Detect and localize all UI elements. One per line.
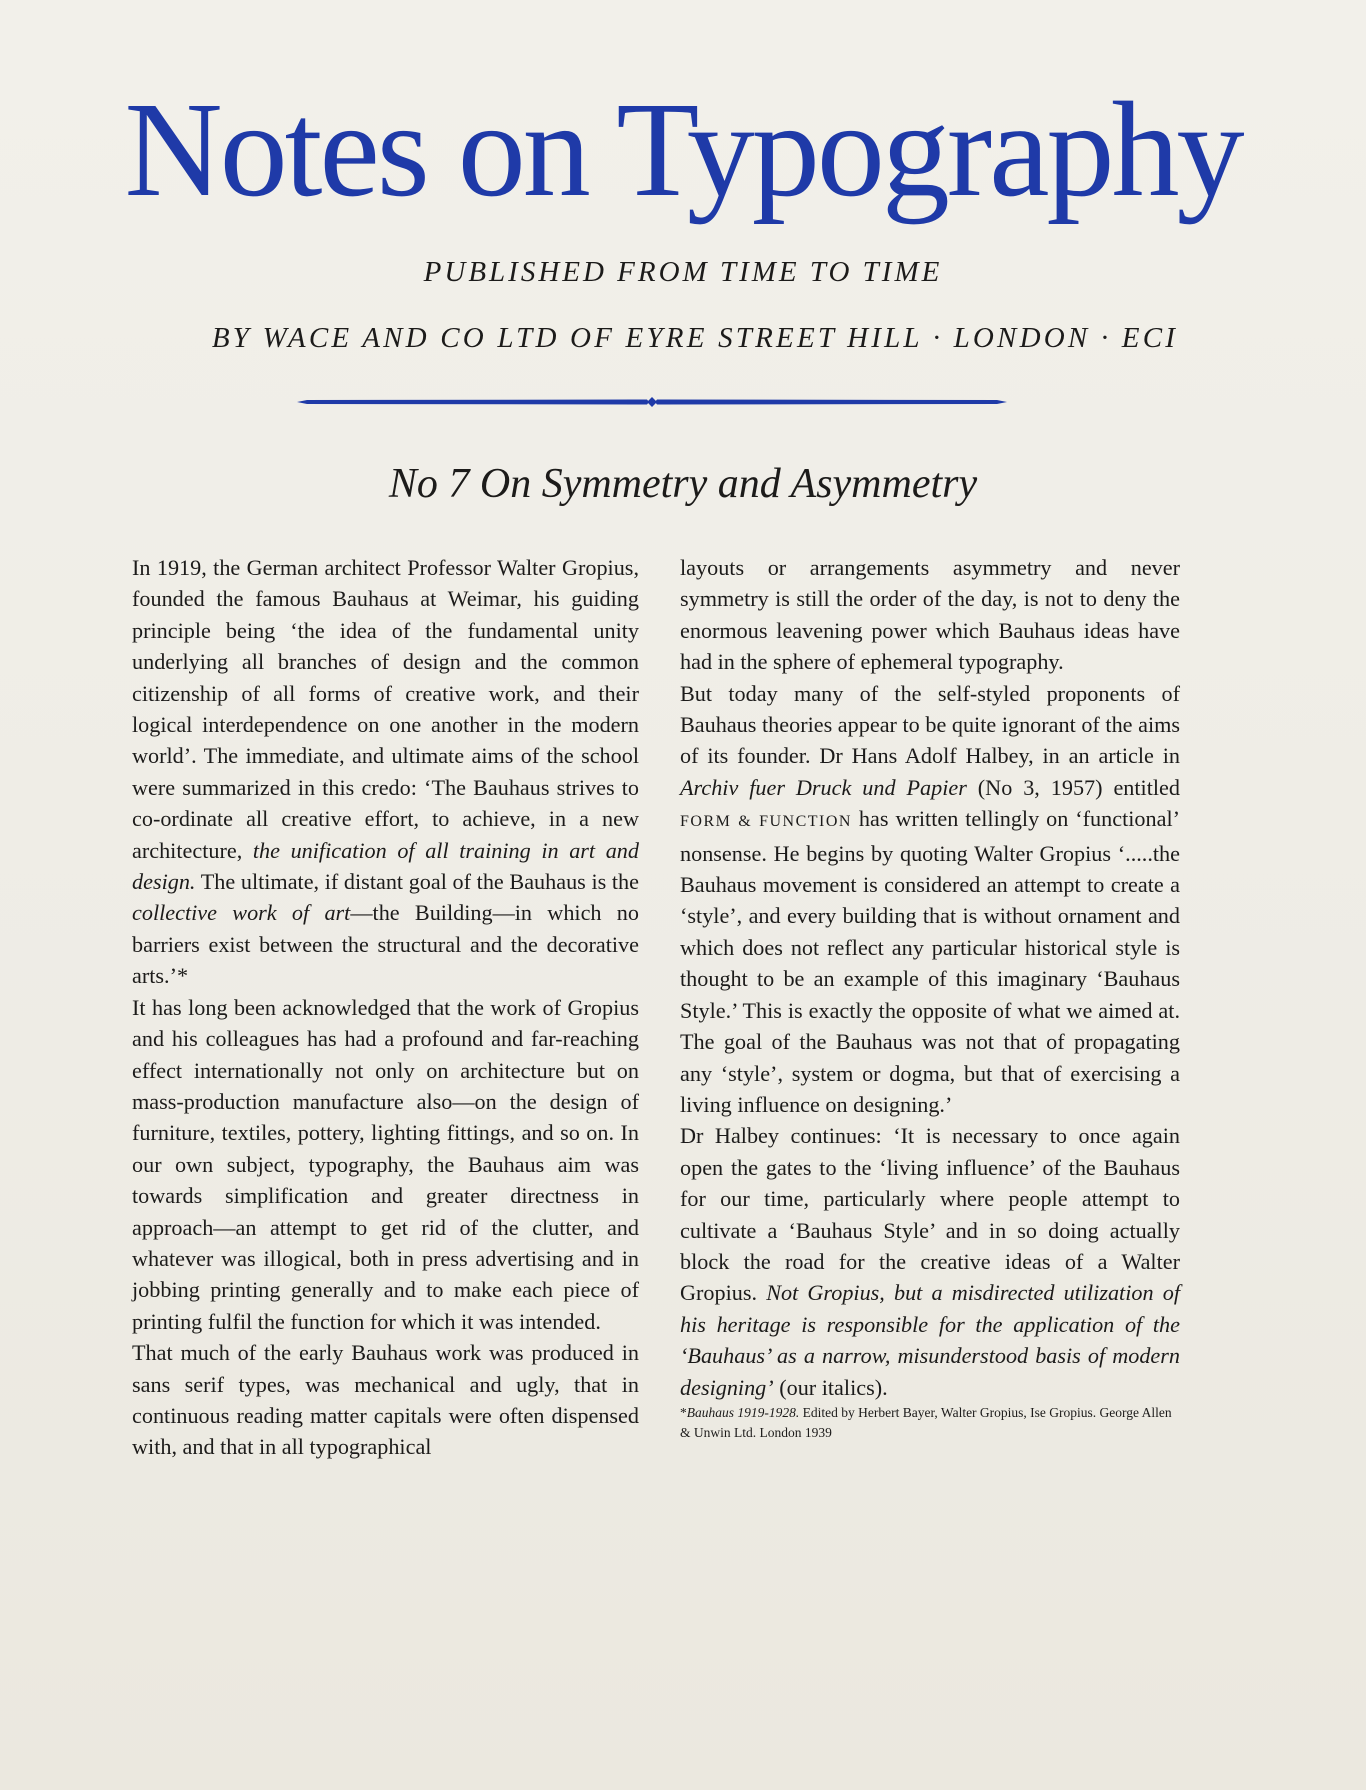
text-span: (our italics). xyxy=(773,1374,888,1400)
footnote xyxy=(680,1403,1180,1443)
right-column xyxy=(680,552,1180,1443)
text-span: The ultimate, if distant goal of the Bauhaus is the xyxy=(195,869,639,895)
italic-span: Bauhaus 1919-1928. xyxy=(686,1404,800,1420)
italic-span: the unification of all training in art and design. xyxy=(132,837,639,895)
text-span: Dr Halbey continues: ‘It is necessary to once again open the gates to the ‘living influence’ of the Bauhaus for our time, particularly where people attempt to cultivate a ‘Bauhaus Style’ and in so doing actually block the road for the creative ideas of a Walter Gropius. xyxy=(680,1123,1180,1306)
paragraph-intro xyxy=(132,552,639,992)
italic-span: Not Gropius, but a misdirected utilization of his heritage is responsible for the application of the ‘Bauhaus’ as a narrow, misunderstood basis of modern designing’ xyxy=(680,1280,1180,1400)
paragraph-halbey xyxy=(680,678,1180,1121)
footnote-marker: * xyxy=(680,1404,687,1420)
text-span: But today many of the self-styled proponents of Bauhaus theories appear to be quite ignorant of the aims of its founder. Dr Hans Adolf Halbey, in an article in xyxy=(680,680,1180,769)
italic-span: collective work of art xyxy=(132,900,351,926)
issue-heading: No 7 On Symmetry and Asymmetry xyxy=(388,461,978,507)
subtitle-published: PUBLISHED FROM TIME TO TIME xyxy=(423,256,943,288)
masthead-title: Notes on Typography xyxy=(124,75,1242,225)
paragraph-continues xyxy=(680,1120,1180,1403)
italic-span: Archiv fuer Druck und Papier xyxy=(680,774,967,800)
left-column xyxy=(132,552,639,1463)
paragraph-influence: It has long been acknowledged that the work of Gropius and his colleagues has had a profound and far-reaching effect internationally not only on architecture but on mass-production manufacture also—on the design of furniture, textiles, pottery, lighting fittings, and so on. In our own subject, typography, the Bauhaus aim was towards simplification and greater directness in approach—an attempt to get rid of the clutter, and whatever was illogical, both in press advertising and in jobbing printing generally and to make each piece of printing fulfil the function for which it was intended. xyxy=(132,994,639,1334)
subtitle-publisher: BY WACE AND CO LTD OF EYRE STREET HILL · LONDON · ECI xyxy=(211,322,1179,354)
paragraph-early-work: That much of the early Bauhaus work was produced in sans serif types, was mechanical and ugly, that in continuous reading matter capitals were often dispensed with, and that in all typographical xyxy=(132,1340,639,1460)
text-span: In 1919, the German architect Professor Walter Gropius, founded the famous Bauhaus at Weimar, his guiding principle being ‘the idea of the fundamental unity underlying all branches of design and the common citizenship of all forms of creative work, and their logical interdependence on one another in the modern world’. The immediate, and ultimate aims of the school were summarized in this credo: ‘The Bauhaus strives to co-ordinate all creative effort, to achieve, in a new architecture, xyxy=(132,555,639,863)
text-span: (No 3, 1957) entitled xyxy=(966,774,1180,800)
text-span: —the Building—in which no barriers exist between the structural and the decorative arts.’* xyxy=(132,900,639,989)
paragraph-asymmetry: layouts or arrangements asymmetry and never symmetry is still the order of the day, is not to deny the enormous leavening power which Bauhaus ideas have had in the sphere of ephemeral typography. xyxy=(680,555,1180,675)
small-caps-span: FORM & FUNCTION xyxy=(680,813,852,831)
text-span: Edited by Herbert Bayer, Walter Gropius, Ise Gropius. George Allen & Unwin Ltd. London 1939 xyxy=(680,1404,1172,1440)
ornamental-rule xyxy=(297,395,1007,409)
text-span: has written tellingly on ‘functional’ nonsense. He begins by quoting Walter Gropius ‘.....the Bauhaus movement is considered an attempt to create a ‘style’, and every building that is without ornament and which does not reflect any particular historical style is thought to be an example of this imaginary ‘Bauhaus Style.’ This is exactly the opposite of what we aimed at. The goal of the Bauhaus was not that of propagating any ‘style’, system or dogma, but that of exercising a living influence on designing.’ xyxy=(680,806,1180,1117)
